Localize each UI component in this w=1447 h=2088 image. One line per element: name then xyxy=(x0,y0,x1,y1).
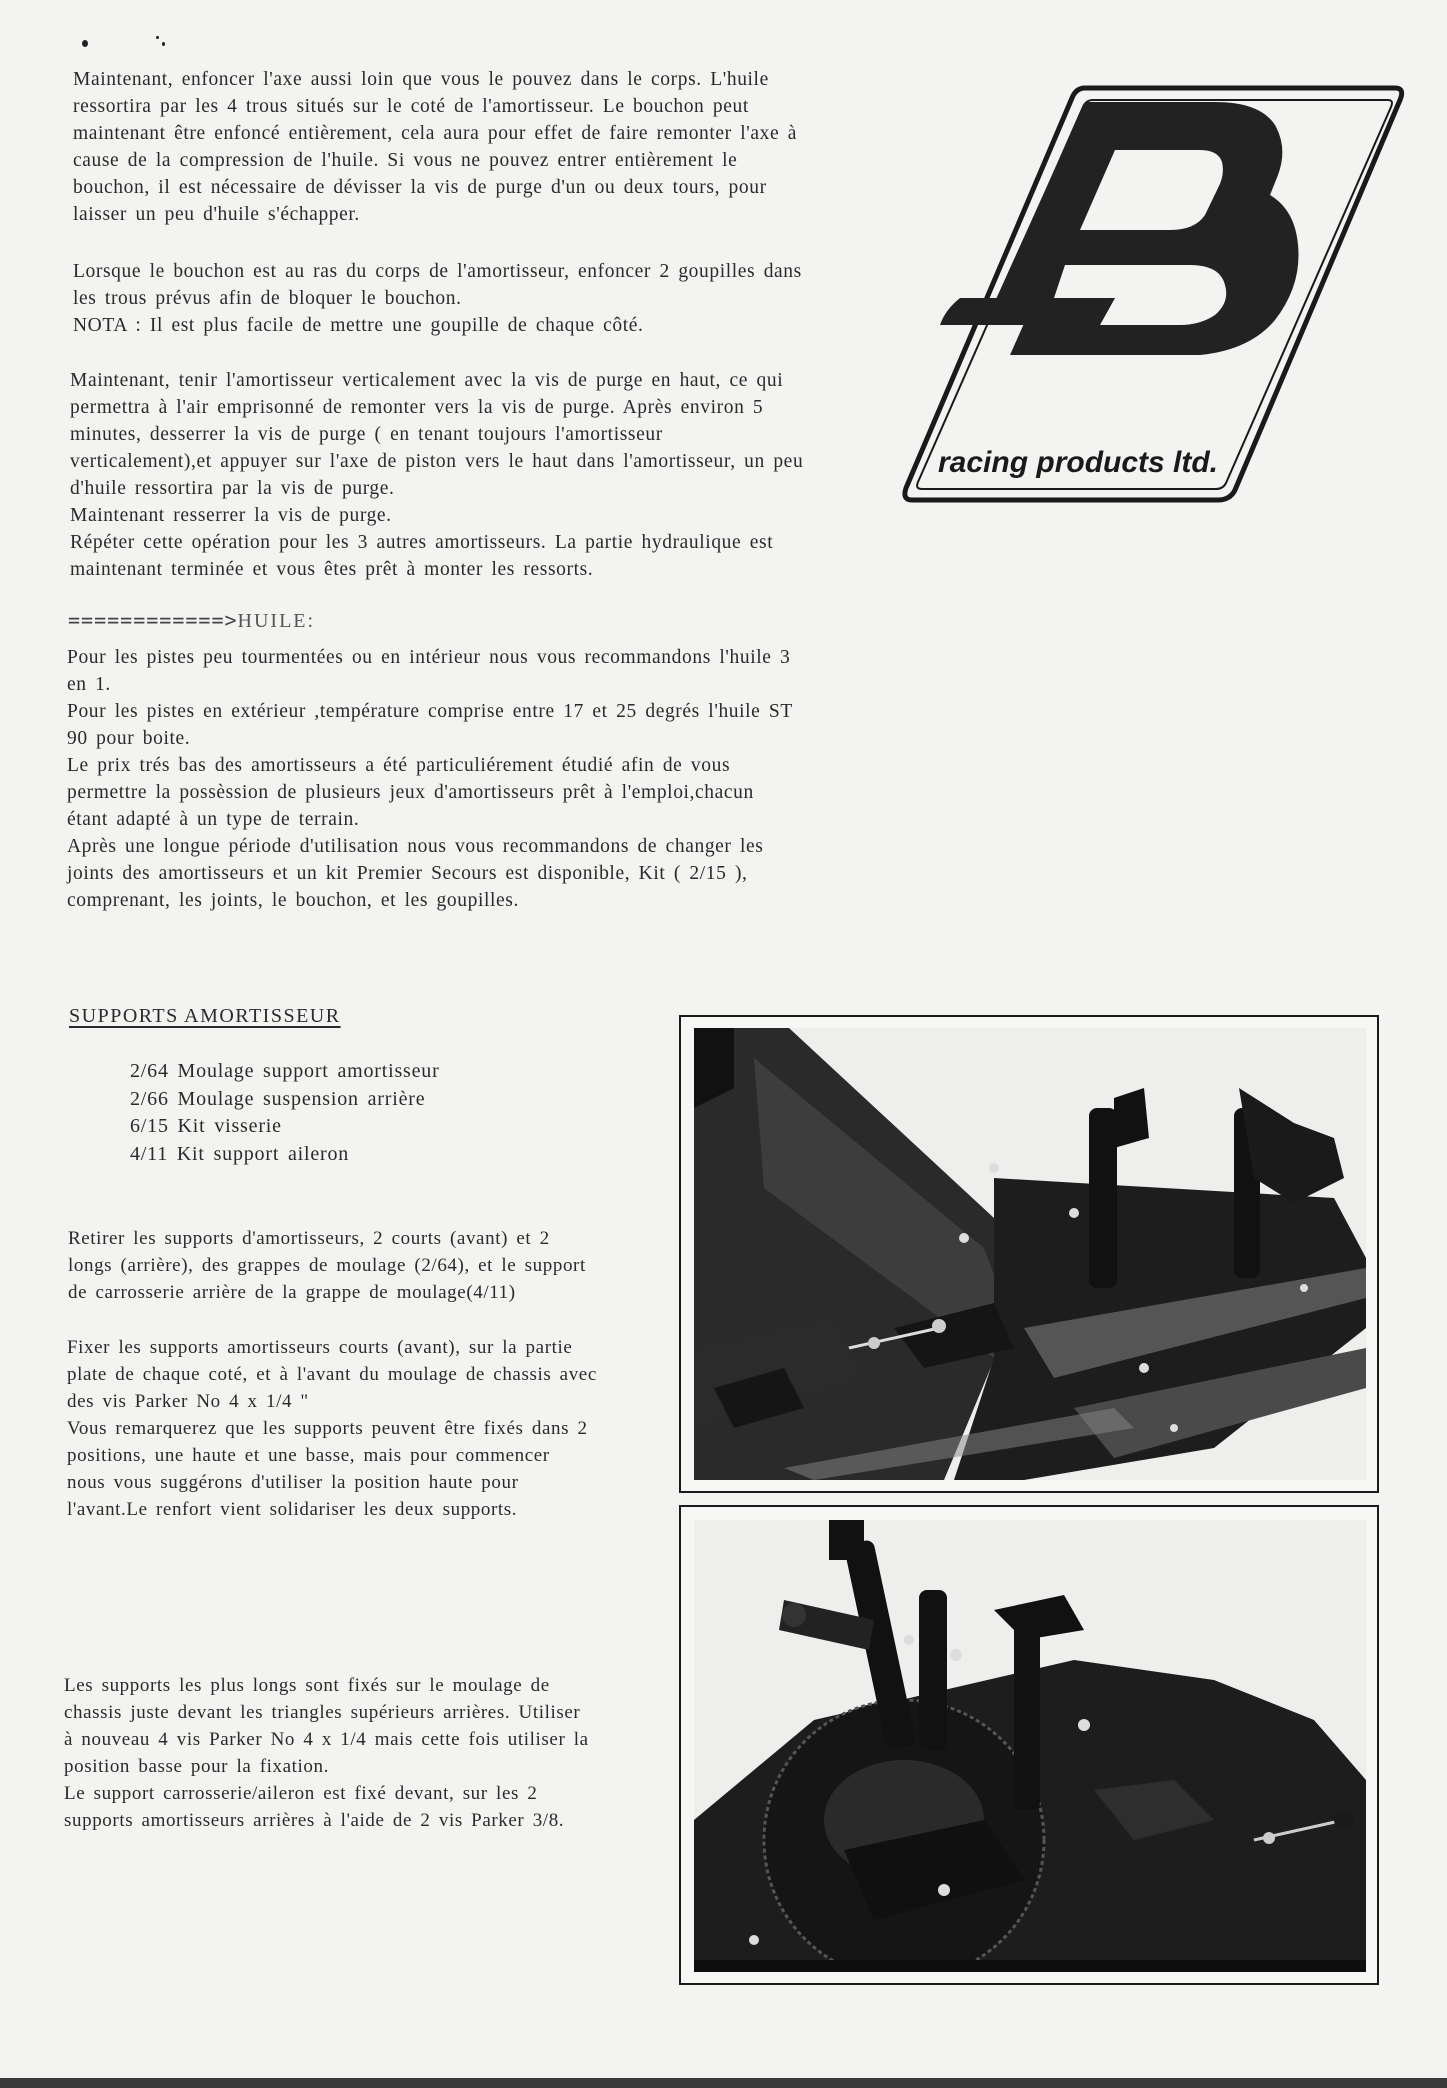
scan-speck xyxy=(156,36,159,39)
supports-paragraph-3: Les supports les plus longs sont fixés sur le moulage de chassis juste devant les triangles supérieurs arrières. Utiliser à nouveau 4 vis Parker No 4 x 1/4 mais cette fois utiliser la position basse pour la fixation. Le support carrosserie/aileron est fixé devant, sur les 2 supports amortisseurs arrières à l'aide de 2 vis Parker 3/8. xyxy=(64,1675,589,1831)
scan-speck xyxy=(162,42,165,46)
scan-speck xyxy=(82,40,88,47)
intro-paragraph-2: Lorsque le bouchon est au ras du corps de l'amortisseur, enfoncer 2 goupilles dans les trous prévus afin de bloquer le bouchon. NOTA : Il est plus facile de mettre une goupille de chaque côté. xyxy=(73,261,802,336)
huile-arrow: ============> xyxy=(68,608,238,632)
parts-list-item: 6/15 Kit visserie xyxy=(130,1115,282,1137)
scan-bottom-edge xyxy=(0,2078,1447,2088)
parts-list xyxy=(130,1058,440,1168)
supports-paragraph-2: Fixer les supports amortisseurs courts (avant), sur la partie plate de chaque coté, et à l'avant du moulage de chassis avec des vis Parker No 4 x 1/4 " Vous remarquerez que les supports peuvent être fixés dans 2 positions, une haute et une basse, mais pour commencer nous vous suggérons d'utiliser la position haute pour l'avant.Le renfort vient solidariser les deux supports. xyxy=(67,1337,597,1520)
brand-logo xyxy=(900,80,1405,505)
huile-heading xyxy=(68,608,315,633)
parts-list-item: 2/66 Moulage suspension arrière xyxy=(130,1087,426,1110)
huile-body: Pour les pistes peu tourmentées ou en intérieur nous vous recommandons l'huile 3 en 1. Pour les pistes en extérieur ,température comprise entre 17 et 25 degrés l'huile ST 90 pour boite. Le prix trés bas des amortisseurs a été particuliérement étudié afin de vous permettre la possèssion de plusieurs jeux d'amortisseurs prêt à l'emploi,chacun étant adapté à un type de terrain. Après une longue période d'utilisation nous vous recommandons de changer les joints des amortisseurs et un kit Premier Secours est disponible, Kit ( 2/15 ), comprenant, les joints, le bouchon, et les goupilles. xyxy=(67,647,793,911)
intro-paragraph-1: Maintenant, enfoncer l'axe aussi loin que vous le pouvez dans le corps. L'huile ressortira par les 4 trous situés sur le coté de l'amortisseur. Le bouchon peut maintenant être enfoncé entièrement, cela aura pour effet de faire remonter l'axe à cause de la compression de l'huile. Si vous ne pouvez entrer entièrement le bouchon, il est nécessaire de dévisser la vis de purge d'un ou deux tours, pour laisser un peu d'huile s'échapper. xyxy=(73,69,797,225)
huile-title: HUILE: xyxy=(237,610,316,632)
rear-chassis-image xyxy=(694,1520,1366,1972)
b-racing-logo-icon xyxy=(900,80,1405,505)
front-chassis-image xyxy=(694,1028,1366,1480)
supports-paragraph-1: Retirer les supports d'amortisseurs, 2 courts (avant) et 2 longs (arrière), des grappes de moulage (2/64), et le support de carrosserie arrière de la grappe de moulage(4/11) xyxy=(68,1228,586,1303)
front-chassis-photo xyxy=(679,1015,1379,1493)
parts-list-item: 4/11 Kit support aileron xyxy=(130,1142,350,1165)
rear-chassis-photo xyxy=(679,1505,1379,1985)
parts-list-item: 2/64 Moulage support amortisseur xyxy=(130,1060,440,1082)
intro-paragraph-3: Maintenant, tenir l'amortisseur verticalement avec la vis de purge en haut, ce qui permettra à l'air emprisonné de remonter vers la vis de purge. Après environ 5 minutes, desserrer la vis de purge ( en tenant toujours l'amortisseur verticalement),et appuyer sur l'axe de piston vers le haut dans l'amortisseur, un peu d'huile ressortira par la vis de purge. Maintenant resserrer la vis de purge. Répéter cette opération pour les 3 autres amortisseurs. La partie hydraulique est maintenant terminée et vous êtes prêt à monter les ressorts. xyxy=(70,370,804,580)
logo-text: racing products ltd. xyxy=(938,446,1219,479)
supports-title: SUPPORTS AMORTISSEUR xyxy=(69,1005,341,1027)
